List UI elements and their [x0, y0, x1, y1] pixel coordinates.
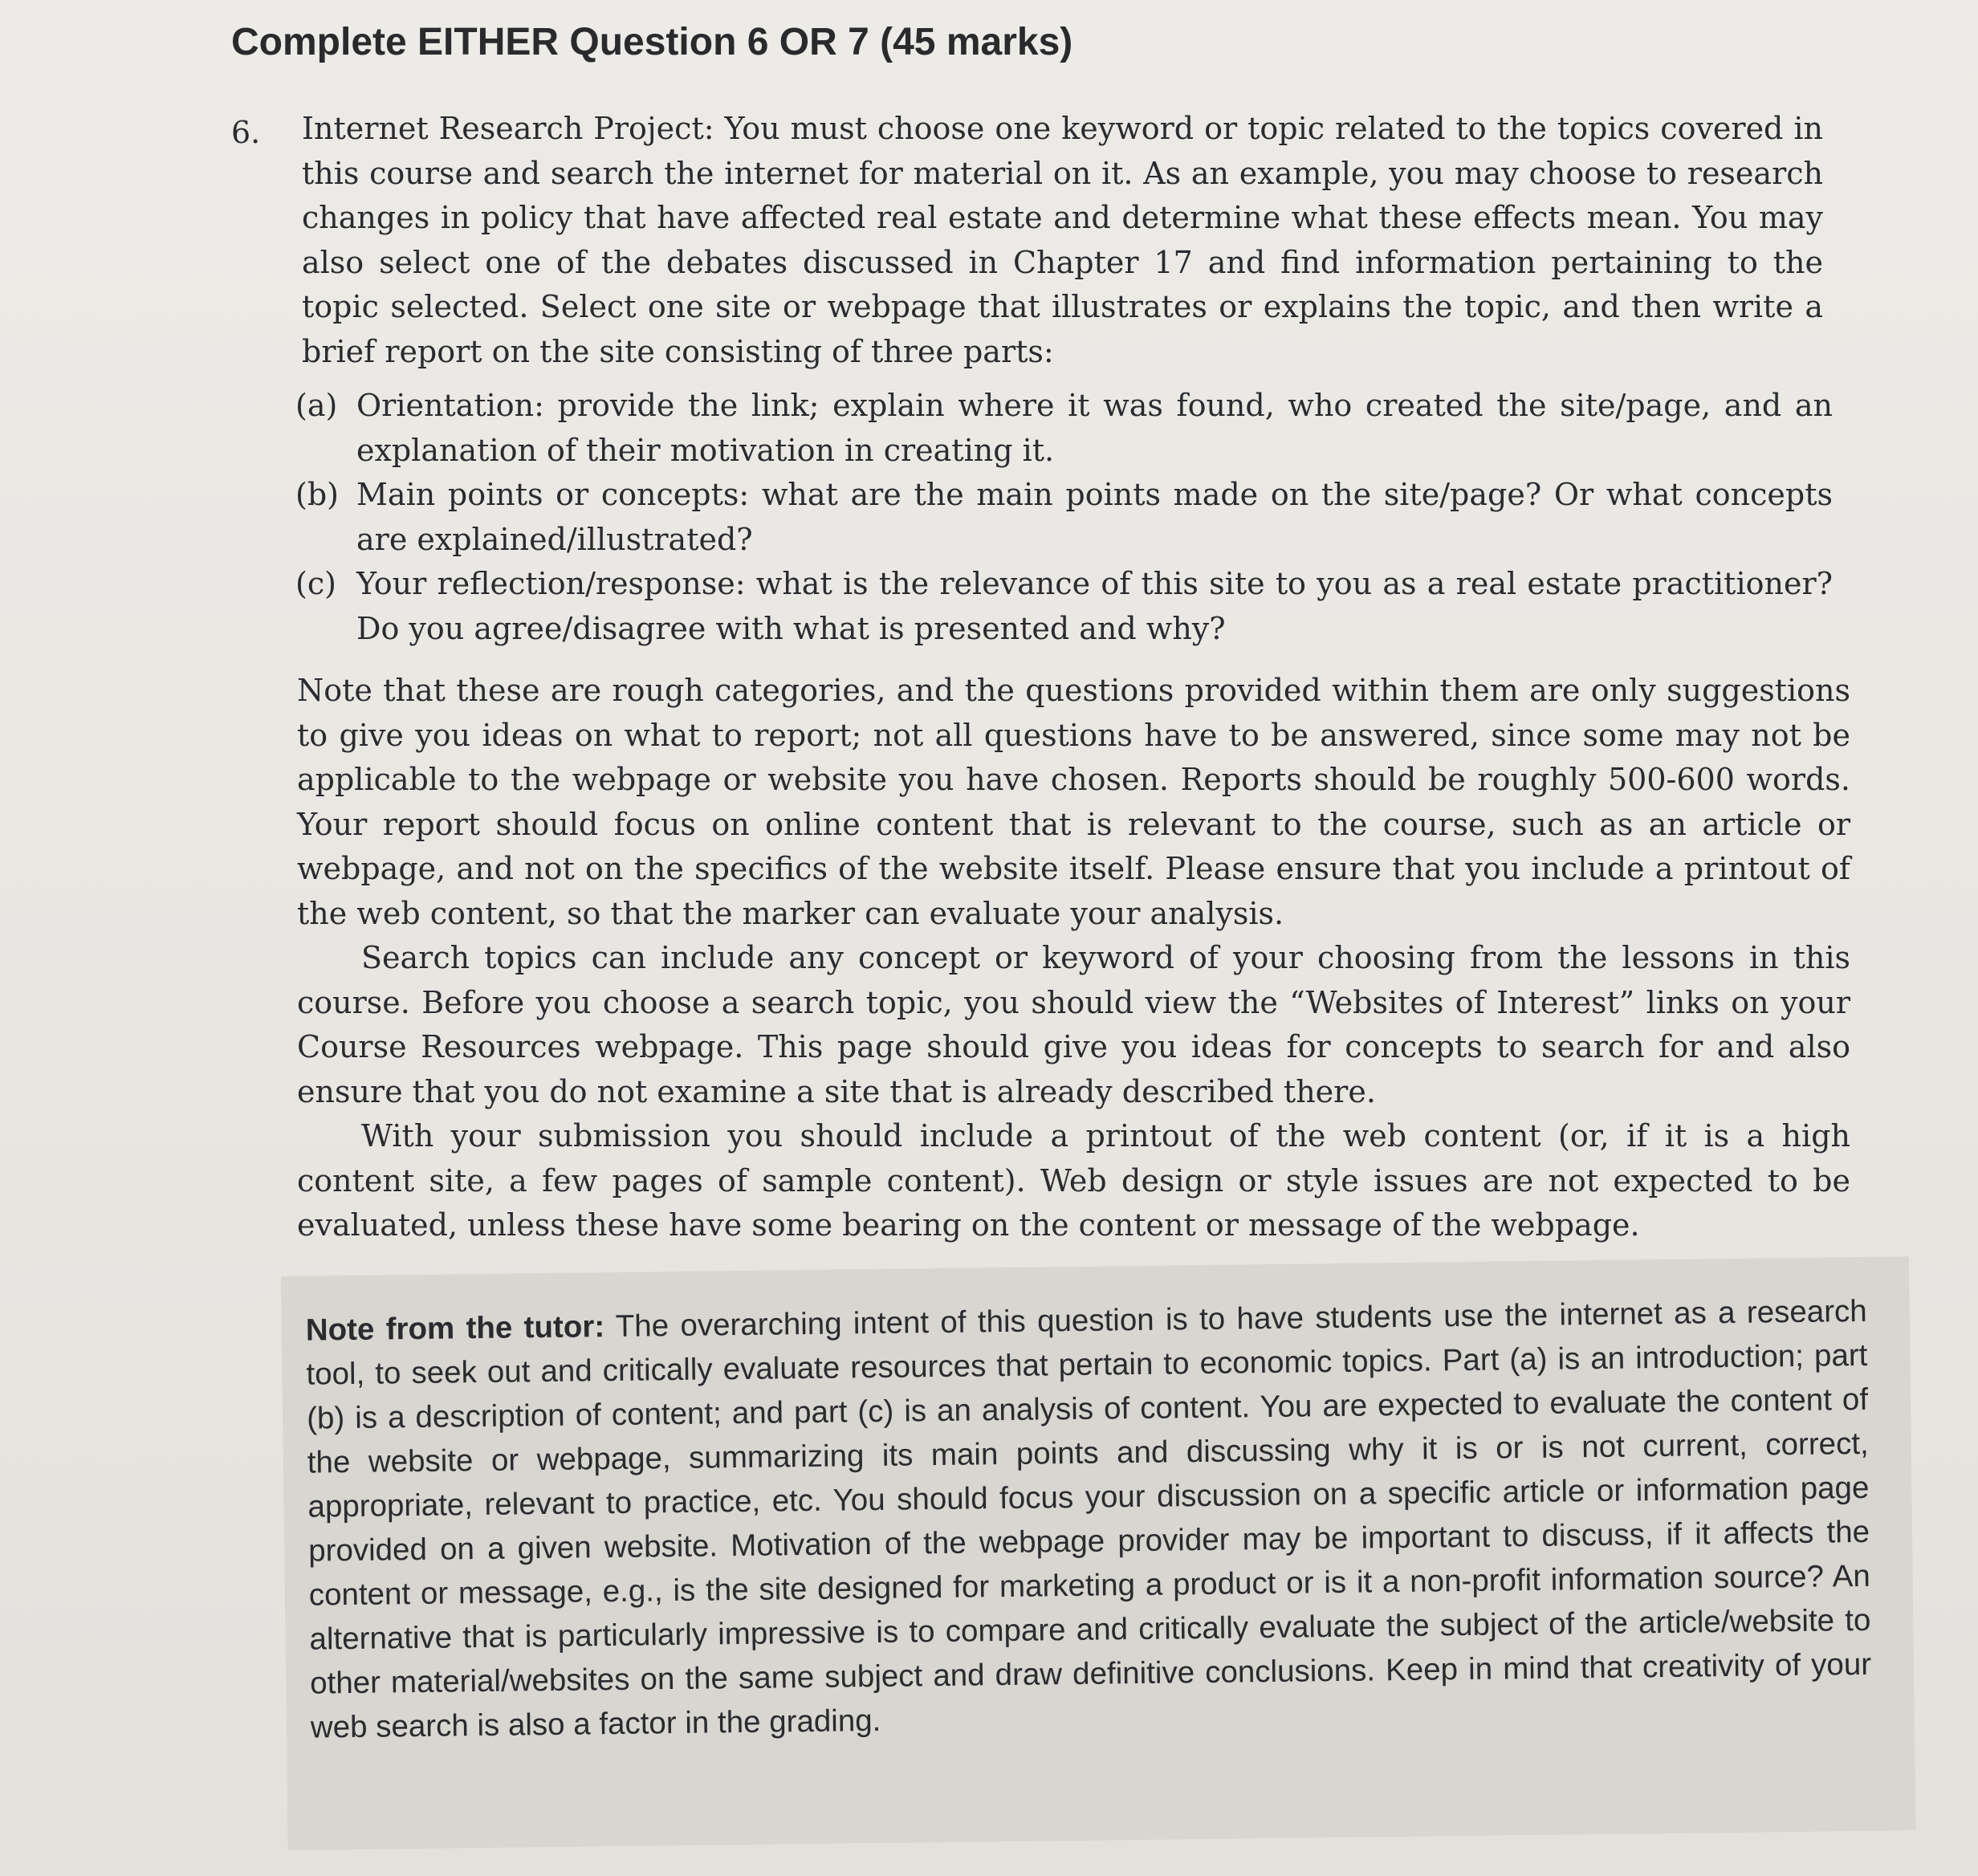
- tutor-note-box: [281, 1256, 1916, 1850]
- page-heading: Complete EITHER Question 6 OR 7 (45 marks): [231, 21, 1073, 63]
- part-label: (c): [295, 566, 336, 601]
- part-text: Your reflection/response: what is the relevance of this site to you as a real estate practitioner? Do you agree/disagree with what is presented and why?: [356, 566, 1833, 646]
- question-number: 6.: [231, 115, 261, 150]
- note-paragraph-search-topics: Search topics can include any concept or keyword of your choosing from the lessons in this course. Before you choose a search topic, you should view the “Websites of Interest” links on your Course Resources webpage. This page should give you ideas for concepts to search for and also ensure that you do not examine a site that is already described there.: [297, 940, 1850, 1109]
- question-notes: [297, 669, 1850, 1248]
- question-part-b: [295, 473, 1833, 562]
- part-label: (b): [295, 477, 339, 512]
- question-part-a: [295, 384, 1833, 473]
- question-part-c: [295, 562, 1833, 651]
- part-label: (a): [295, 388, 338, 423]
- part-text: Main points or concepts: what are the main points made on the site/page? Or what concepts are explained/illustrated?: [356, 477, 1833, 557]
- part-text: Orientation: provide the link; explain where it was found, who created the site/page, and an explanation of their motivation in creating it.: [356, 388, 1833, 468]
- note-paragraph-rough-categories: Note that these are rough categories, and the questions provided within them are only suggestions to give you ideas on what to report; not all questions have to be answered, since some may not be applicable to the webpage or website you have chosen. Reports should be roughly 500-600 words. Your report should focus on online content that is relevant to the course, such as an article or webpage, and not on the specifics of the website itself. Please ensure that you include a printout of the web content, so that the marker can evaluate your analysis.: [297, 673, 1850, 931]
- tutor-note-lead: Note from the tutor:: [305, 1309, 605, 1348]
- note-paragraph-submission: With your submission you should include a printout of the web content (or, if it is a high content site, a few pages of sample content). Web design or style issues are not expected to be evaluated, unless these have some bearing on the content or message of the webpage.: [297, 1118, 1850, 1243]
- tutor-note-body: The overarching intent of this question is to have students use the internet as a research tool, to seek out and critically evaluate resources that pertain to economic topics. Part (a) is an introduction; part (b) is a description of content; and part (c) is an analysis of content. You are expected to evaluate the content of the website or webpage, summarizing its main points and discussing why it is or is not current, correct, appropriate, relevant to practice, etc. You should focus your discussion on a specific article or information page provided on a given website. Motivation of the webpage provider may be important to discuss, if it affects the content or message, e.g., is the site designed for marketing a product or is it a non-profit information source? An alternative that is particularly impressive is to compare and critically evaluate the subject of the article/website to other material/websites on the same subject and draw definitive conclusions. Keep in mind that creativity of your web search is also a factor in the grading.: [306, 1293, 1872, 1745]
- tutor-note-text: [305, 1289, 1872, 1750]
- question-parts-list: [295, 384, 1833, 651]
- question-intro: Internet Research Project: You must choose one keyword or topic related to the topics covered in this course and search the internet for material on it. As an example, you may choose to research changes in policy that have affected real estate and determine what these effects mean. You may also select one of the debates discussed in Chapter 17 and find information pertaining to the topic selected. Select one site or webpage that illustrates or explains the topic, and then write a brief report on the site consisting of three parts:: [302, 111, 1823, 369]
